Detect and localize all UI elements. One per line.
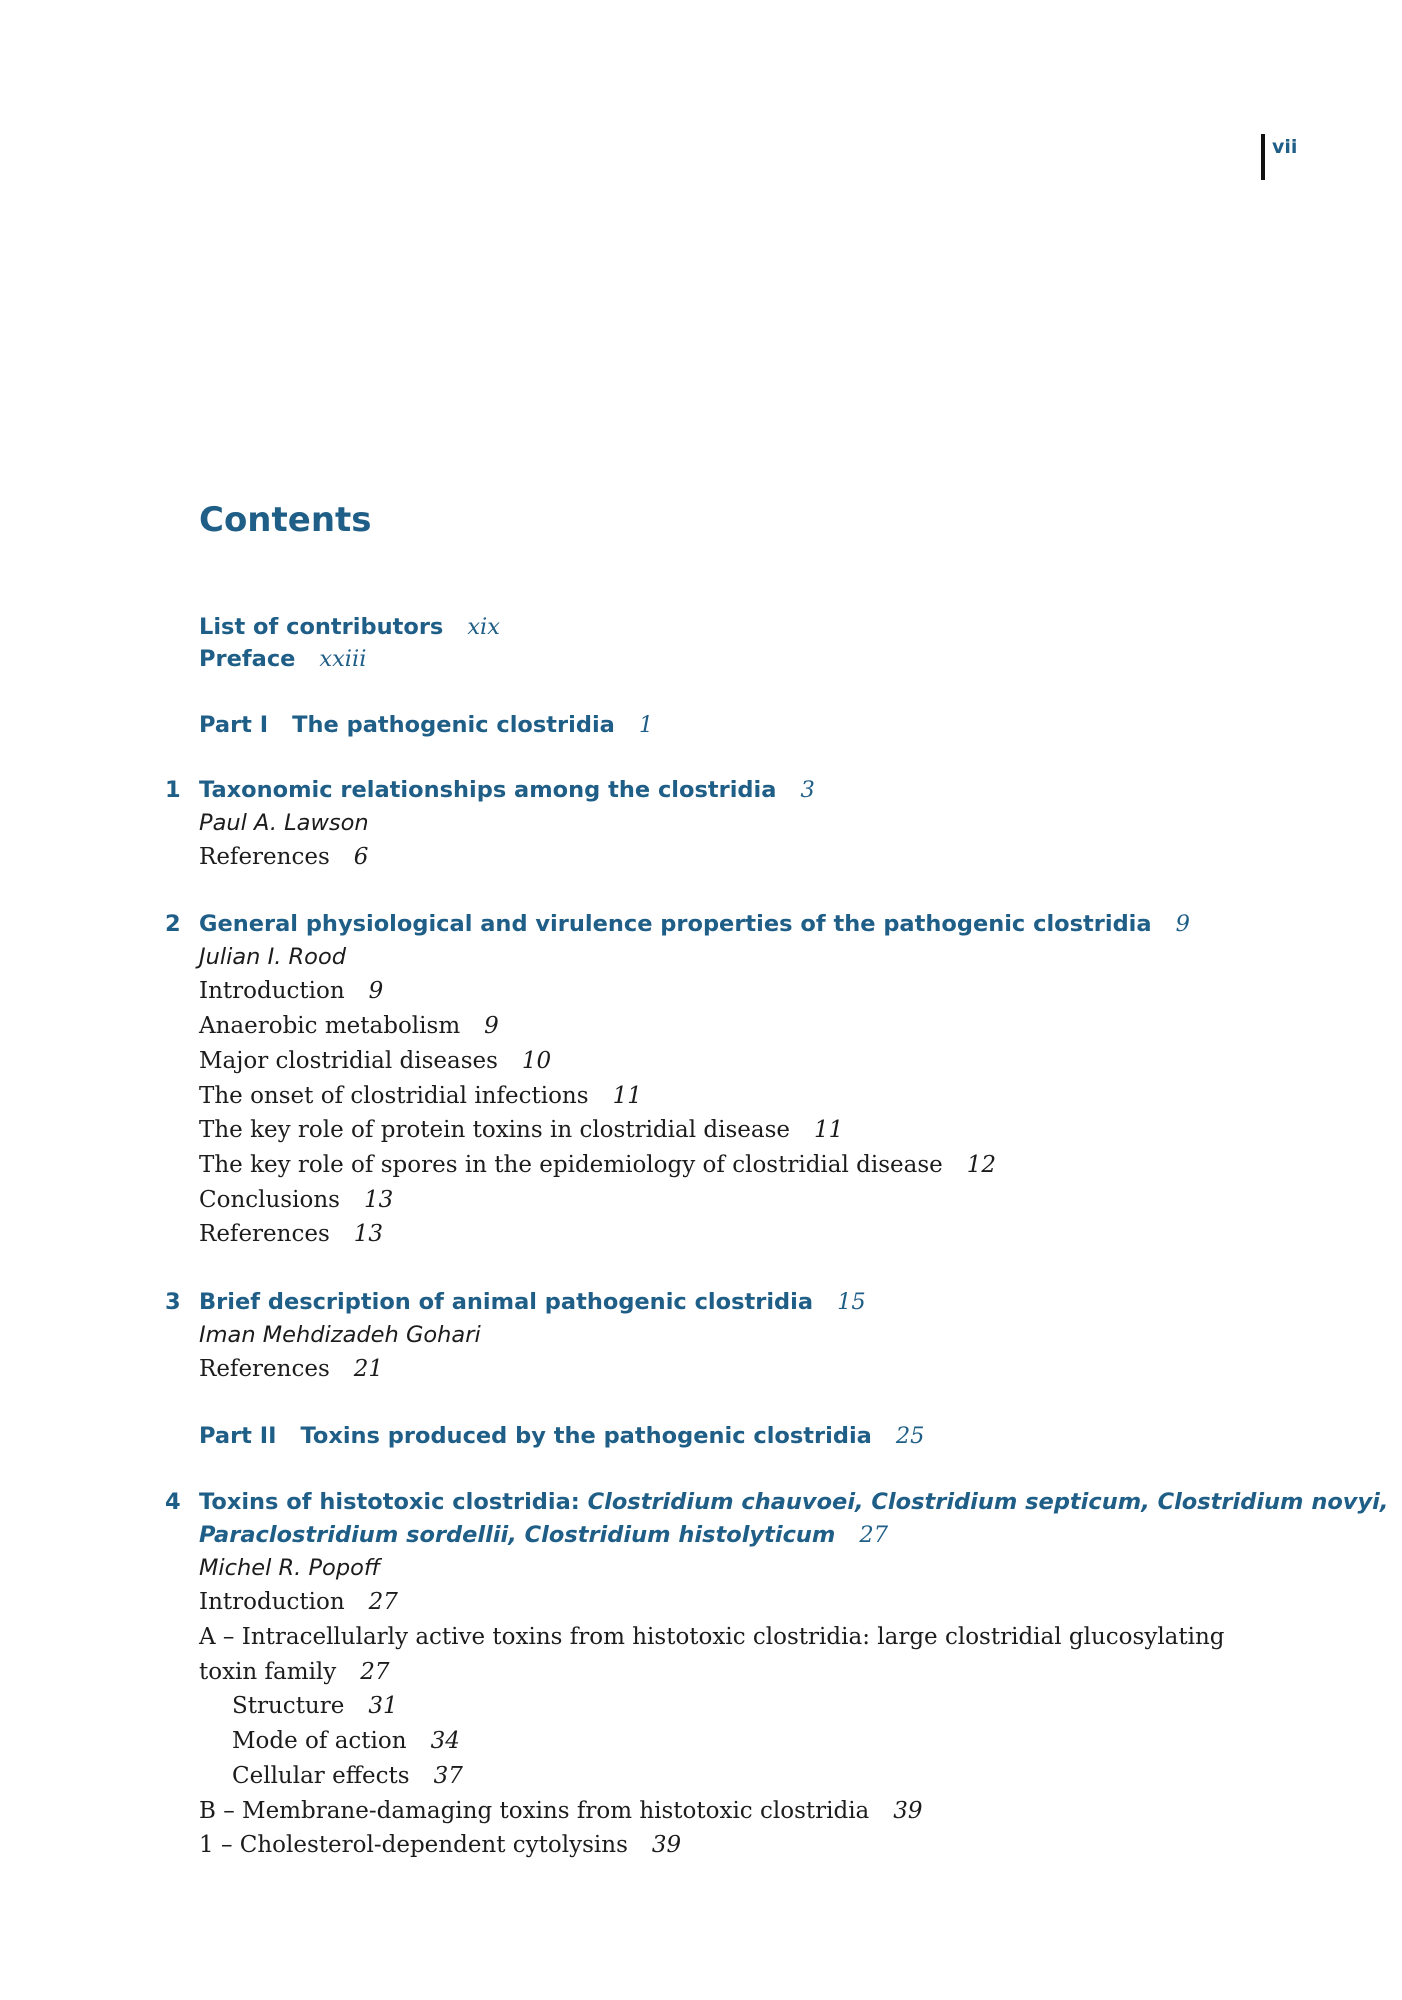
toc-section[interactable] [199, 1083, 642, 1111]
toc-page-number: 34 [430, 1728, 460, 1754]
toc-page-number: 13 [353, 1221, 384, 1247]
toc-chapter-1[interactable] [165, 777, 815, 804]
toc-page-number: 9 [368, 978, 384, 1004]
toc-page-number: 25 [895, 1423, 925, 1449]
toc-page-number: 1 [638, 712, 654, 738]
toc-entry-contributors[interactable] [199, 614, 500, 641]
toc-page-number: 37 [433, 1763, 463, 1789]
toc-section-label: 1 – Cholesterol-dependent cytolysins [199, 1832, 628, 1858]
toc-page-number: 27 [859, 1522, 889, 1548]
toc-section[interactable] [199, 1356, 383, 1384]
toc-section[interactable] [199, 1187, 393, 1215]
chapter-number: 1 [165, 777, 181, 803]
toc-section-label: References [199, 844, 330, 870]
toc-section-label: A – Intracellularly active toxins from histotoxic clostridia: large clostridial glucosylating [199, 1624, 1225, 1650]
toc-section-label: Anaerobic metabolism [199, 1013, 461, 1039]
toc-section[interactable] [199, 1624, 1225, 1652]
toc-subsection[interactable] [232, 1728, 460, 1756]
toc-entry-label: List of contributors [199, 614, 444, 640]
toc-section-label: Cellular effects [232, 1763, 410, 1789]
chapter-title: General physiological and virulence properties of the pathogenic clostridia [199, 911, 1152, 937]
chapter-author: Paul A. Lawson [199, 810, 369, 836]
toc-chapter-4[interactable] [165, 1489, 1389, 1516]
chapter-title-species: Clostridium chauvoei, Clostridium septicum, Clostridium novyi, [587, 1489, 1389, 1515]
toc-section[interactable] [199, 844, 368, 872]
chapter-number: 4 [165, 1489, 181, 1515]
toc-page-number: 11 [814, 1117, 844, 1143]
toc-section-label: References [199, 1221, 330, 1247]
toc-page-number: 3 [800, 777, 815, 803]
toc-chapter-3[interactable] [165, 1289, 866, 1316]
toc-subsection[interactable] [232, 1763, 463, 1791]
chapter-author: Iman Mehdizadeh Gohari [199, 1322, 481, 1348]
toc-chapter-2[interactable] [165, 911, 1190, 938]
toc-page-number: 12 [966, 1152, 997, 1178]
toc-section-label: Introduction [199, 978, 345, 1004]
chapter-title: Taxonomic relationships among the clostridia [199, 777, 777, 803]
toc-section-label: Conclusions [199, 1187, 340, 1213]
toc-section[interactable] [199, 1152, 996, 1180]
part-title: The pathogenic clostridia [292, 712, 615, 738]
toc-section-label: Mode of action [232, 1728, 407, 1754]
chapter-number: 2 [165, 911, 181, 937]
part-label: Part I [199, 712, 269, 738]
toc-section-label: B – Membrane-damaging toxins from histotoxic clostridia [199, 1798, 870, 1824]
toc-section[interactable] [199, 1117, 843, 1145]
chapter-title: Brief description of animal pathogenic clostridia [199, 1289, 814, 1315]
toc-section-label: Structure [232, 1693, 345, 1719]
toc-section[interactable] [199, 1589, 398, 1617]
chapter-title-prefix: Toxins of histotoxic clostridia: [199, 1489, 580, 1515]
toc-section-label: toxin family [199, 1659, 337, 1685]
toc-page-number: 27 [360, 1659, 390, 1685]
toc-section[interactable] [199, 1221, 383, 1249]
toc-page-number: xix [467, 614, 500, 640]
toc-section[interactable] [199, 1832, 681, 1860]
toc-entry-preface[interactable] [199, 646, 366, 673]
toc-section-cont[interactable] [199, 1659, 390, 1687]
toc-section-label: The key role of protein toxins in clostridial disease [199, 1117, 791, 1143]
toc-page-number: 39 [651, 1832, 682, 1858]
toc-page-number: 9 [1175, 911, 1190, 937]
header-rule [1261, 134, 1265, 180]
toc-part-1[interactable] [199, 712, 653, 739]
toc-page-number: 10 [521, 1048, 552, 1074]
chapter-number: 3 [165, 1289, 181, 1315]
toc-part-2[interactable] [199, 1423, 924, 1450]
toc-page-number: 11 [612, 1083, 642, 1109]
toc-page-number: 27 [368, 1589, 398, 1615]
part-title: Toxins produced by the pathogenic clostridia [300, 1423, 872, 1449]
toc-section-label: Introduction [199, 1589, 345, 1615]
toc-section[interactable] [199, 1013, 499, 1041]
toc-page-number: 31 [368, 1693, 398, 1719]
toc-entry-label: Preface [199, 646, 296, 672]
toc-section-label: The onset of clostridial infections [199, 1083, 589, 1109]
toc-section-label: References [199, 1356, 330, 1382]
toc-subsection[interactable] [232, 1693, 398, 1721]
toc-section[interactable] [199, 1798, 923, 1826]
toc-section-label: The key role of spores in the epidemiology of clostridial disease [199, 1152, 943, 1178]
toc-page-number: xxiii [319, 646, 367, 672]
chapter-author: Julian I. Rood [199, 944, 346, 970]
toc-section[interactable] [199, 1048, 551, 1076]
chapter-title-species: Paraclostridium sordellii, Clostridium histolyticum [199, 1522, 836, 1548]
toc-page-number: 15 [837, 1289, 866, 1315]
toc-page-number: 6 [353, 844, 369, 870]
toc-page-number: 21 [353, 1356, 384, 1382]
toc-page-number: 39 [893, 1798, 923, 1824]
chapter-author: Michel R. Popoff [199, 1555, 381, 1581]
toc-page-number: 13 [363, 1187, 394, 1213]
toc-page-number: 9 [484, 1013, 499, 1039]
toc-chapter-4-cont[interactable] [199, 1522, 888, 1549]
part-label: Part II [199, 1423, 277, 1449]
page-title: Contents [199, 500, 372, 540]
page-number: vii [1272, 136, 1298, 158]
toc-section-label: Major clostridial diseases [199, 1048, 498, 1074]
toc-section[interactable] [199, 978, 383, 1006]
